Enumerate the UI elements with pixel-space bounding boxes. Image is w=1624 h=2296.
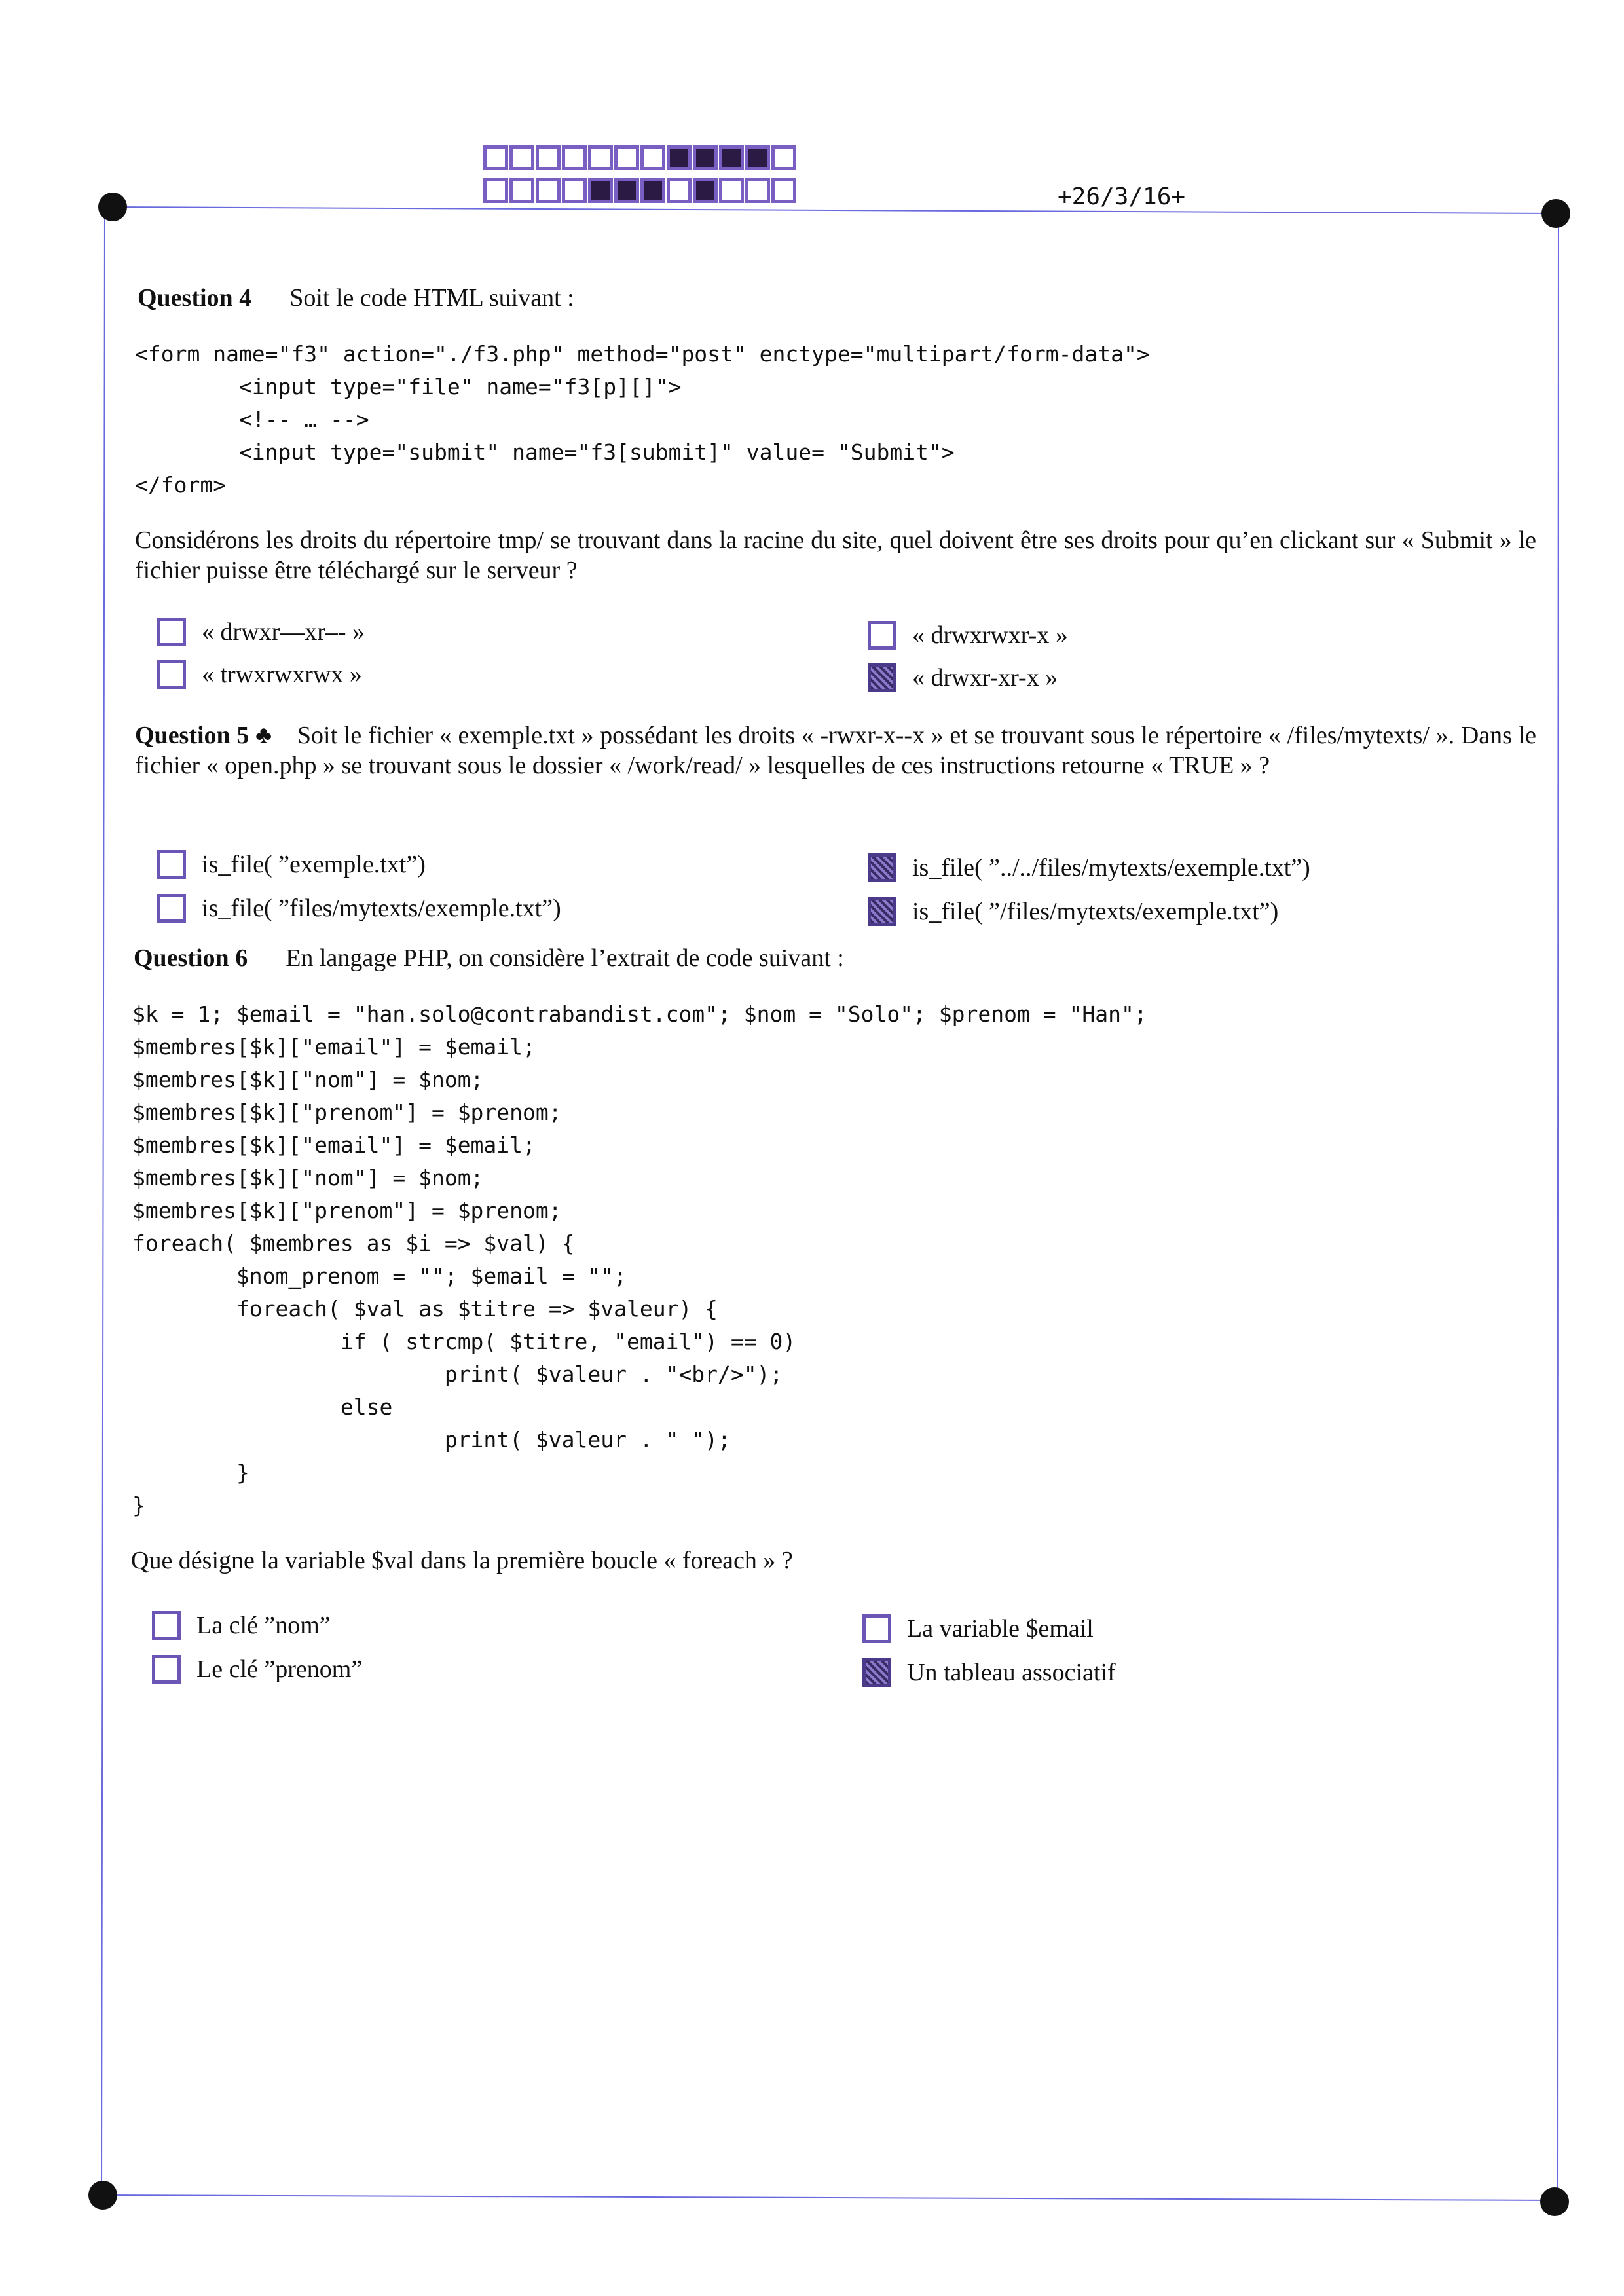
option-label: « drwxr-xr-x » <box>912 664 1058 692</box>
option-label: is_file( ”/files/mytexts/exemple.txt”) <box>912 898 1279 925</box>
question-4-intro: Soit le code HTML suivant : <box>289 284 574 312</box>
q6-option-3[interactable] <box>152 1655 362 1684</box>
q4-option-4[interactable] <box>868 663 1058 692</box>
q5-option-4[interactable] <box>868 897 1278 926</box>
checkbox[interactable] <box>862 1614 891 1643</box>
q6-option-2[interactable] <box>862 1614 1094 1643</box>
option-label: « drwxrwxr-x » <box>912 621 1068 649</box>
option-label: Un tableau associatif <box>907 1659 1116 1686</box>
id-box <box>509 178 534 203</box>
id-box <box>536 145 561 170</box>
option-label: is_file( ”files/mytexts/exemple.txt”) <box>202 895 561 922</box>
q4-option-1[interactable] <box>157 618 365 646</box>
id-box <box>614 178 639 203</box>
question-6-title <box>134 943 1532 973</box>
option-label: La clé ”nom” <box>196 1612 331 1639</box>
id-box <box>693 178 718 203</box>
corner-mark-top-left <box>98 193 127 221</box>
id-box <box>640 178 665 203</box>
id-box <box>562 178 587 203</box>
q5-option-3[interactable] <box>157 894 561 923</box>
q4-option-2[interactable] <box>868 621 1068 650</box>
club-icon: ♣ <box>255 722 272 749</box>
id-box <box>719 145 744 170</box>
id-box <box>562 145 587 170</box>
question-4-title <box>138 283 1532 313</box>
option-label: « trwxrwxrwx » <box>202 661 362 688</box>
id-box <box>771 178 796 203</box>
id-box <box>588 145 613 170</box>
q6-option-4[interactable] <box>862 1658 1116 1687</box>
question-6-label: Question 6 <box>134 944 248 972</box>
option-label: is_file( ”../../files/mytexts/exemple.txt”) <box>912 854 1310 881</box>
checkbox[interactable] <box>152 1655 181 1684</box>
question-5-label: Question 5 <box>135 722 249 749</box>
id-box <box>536 178 561 203</box>
question-6-code: $k = 1; $email = "han.solo@contrabandist.com"; $nom = "Solo"; $prenom = "Han"; $membres[$k]["email"] = $email; $membres[$k]["nom"] = $nom; $membres[$k]["prenom"] = $prenom; $membres[$k]["email"] = $email; $membres[$k]["nom"] = $nom; $membres[$k]["prenom"] = $prenom; foreach( $membres as $i => $val) { $nom_prenom = ""; $email = ""; foreach( $val as $titre => $valeur) { if ( strcmp( $titre, "email") == 0) print( $valeur . "<br/>"); else print( $valeur . " "); } } <box>132 1001 1147 1518</box>
id-box-row-1 <box>483 145 796 170</box>
checkbox[interactable] <box>157 894 186 923</box>
id-box <box>745 145 770 170</box>
id-box <box>719 178 744 203</box>
id-box <box>693 145 718 170</box>
checkbox[interactable] <box>868 853 896 882</box>
id-box <box>614 145 639 170</box>
q5-option-2[interactable] <box>868 853 1310 882</box>
q6-option-1[interactable] <box>152 1611 331 1640</box>
q5-option-1[interactable] <box>157 850 426 879</box>
question-5-body-block <box>135 720 1536 781</box>
corner-mark-bottom-left <box>88 2181 117 2210</box>
page-id: +26/3/16+ <box>1058 183 1186 210</box>
checkbox[interactable] <box>157 660 186 689</box>
question-6-question: Que désigne la variable $val dans la première boucle « foreach » ? <box>131 1547 793 1574</box>
option-label: Le clé ”prenom” <box>196 1656 363 1683</box>
checkbox[interactable] <box>862 1658 891 1687</box>
id-box <box>483 145 508 170</box>
question-4-body: Considérons les droits du répertoire tmp/ se trouvant dans la racine du site, quel doivent être ses droits pour qu’en clickant sur « Submit » le fichier puisse être téléchargé sur le serveur ? <box>135 527 1536 584</box>
id-box <box>667 178 692 203</box>
corner-mark-top-right <box>1541 199 1570 228</box>
question-5-body: Soit le fichier « exemple.txt » possédant les droits « -rwxr-x--x » et se trouvant sous le répertoire « /files/mytexts/ ». Dans le fichier « open.php » se trouvant sous le dossier « /work/read/ » lesquelles de ces instructions retourne « TRUE » ? <box>135 722 1537 779</box>
checkbox[interactable] <box>868 897 896 926</box>
question-4-code: <form name="f3" action="./f3.php" method="post" enctype="multipart/form-data"> <input type="file" name="f3[p][]"> <!-- … --> <input type="submit" name="f3[submit]" value= "Submit"> </form> <box>135 341 1150 498</box>
id-box <box>771 145 796 170</box>
checkbox[interactable] <box>868 621 896 650</box>
question-6-intro: En langage PHP, on considère l’extrait de code suivant : <box>286 944 844 972</box>
option-label: is_file( ”exemple.txt”) <box>202 851 426 878</box>
id-box <box>640 145 665 170</box>
checkbox[interactable] <box>868 663 896 692</box>
id-box <box>483 178 508 203</box>
checkbox[interactable] <box>152 1611 181 1640</box>
checkbox[interactable] <box>157 618 186 646</box>
q4-option-3[interactable] <box>157 660 362 689</box>
question-4-label: Question 4 <box>138 284 252 312</box>
id-box <box>745 178 770 203</box>
corner-mark-bottom-right <box>1540 2187 1569 2216</box>
checkbox[interactable] <box>157 850 186 879</box>
id-box-row-2 <box>483 178 796 203</box>
id-box <box>509 145 534 170</box>
option-label: « drwxr—xr–- » <box>202 618 365 646</box>
id-box <box>588 178 613 203</box>
id-box <box>667 145 692 170</box>
option-label: La variable $email <box>907 1615 1094 1642</box>
